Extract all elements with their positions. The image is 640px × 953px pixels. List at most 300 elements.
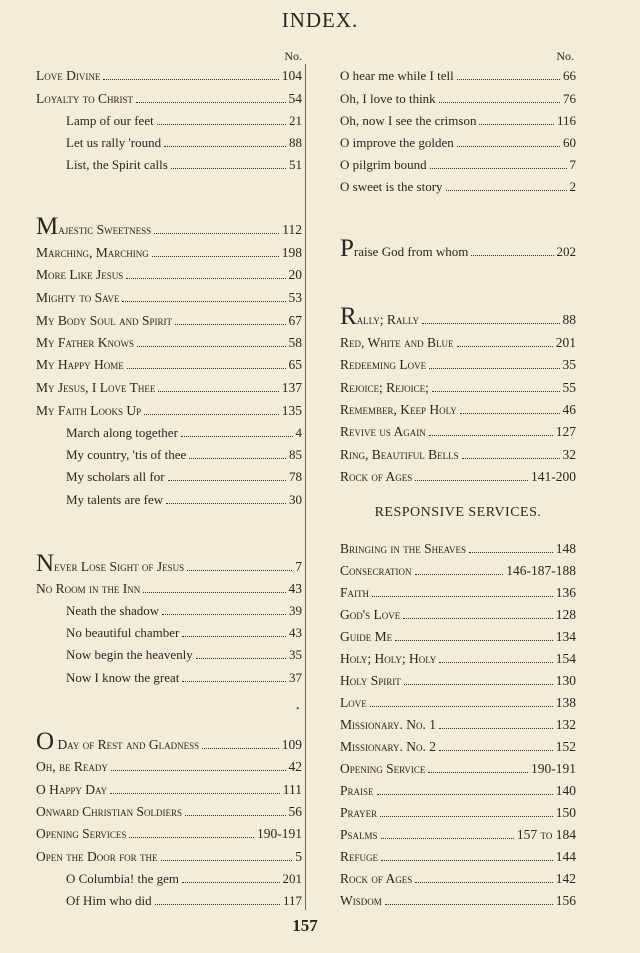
entry-number: 141-200 <box>531 469 576 484</box>
entry-title <box>36 893 152 909</box>
dot-leader <box>471 254 553 256</box>
dot-leader <box>377 793 553 795</box>
dot-leader <box>187 569 292 571</box>
entry-title-text: Loyalty to Christ <box>36 91 134 106</box>
dot-leader <box>457 145 560 147</box>
index-entry <box>36 599 302 619</box>
entry-title <box>36 403 141 419</box>
entry-title <box>36 849 158 865</box>
entry-title-text: My Body Soul and Spirit <box>36 313 173 328</box>
dot-leader <box>202 747 279 749</box>
index-entry <box>340 823 576 843</box>
entry-number: 202 <box>556 244 576 259</box>
entry-title <box>36 759 108 775</box>
dot-leader <box>103 78 278 80</box>
entry-number: 88 <box>562 312 576 327</box>
entry-number: 67 <box>288 313 302 328</box>
entry-title <box>340 651 436 667</box>
entry-title <box>340 68 454 84</box>
entry-number: 138 <box>555 695 576 710</box>
dot-leader <box>196 657 286 659</box>
entry-title-text: March along together <box>66 425 178 440</box>
entry-title <box>36 581 140 597</box>
dot-leader <box>161 859 293 861</box>
entry-title <box>340 805 377 821</box>
entry-number: 35 <box>289 647 302 662</box>
entry-title-text: ally; Rally <box>356 312 420 327</box>
column-divider <box>305 64 306 910</box>
dot-leader <box>126 277 285 279</box>
entry-title-text: Let us rally 'round <box>66 135 162 150</box>
dot-leader <box>404 683 553 685</box>
entry-title <box>340 135 454 151</box>
index-entry <box>36 309 302 329</box>
entry-title <box>36 826 126 842</box>
dot-leader <box>439 727 553 729</box>
entry-number: 144 <box>555 849 576 864</box>
index-entry <box>36 577 302 597</box>
index-entry <box>36 550 302 577</box>
entry-title <box>340 827 378 843</box>
index-entry <box>36 778 302 798</box>
entry-number: 104 <box>281 68 302 83</box>
entry-title <box>36 469 165 485</box>
entry-title-text: Redeeming Love <box>340 357 427 372</box>
entry-title-text: No beautiful chamber <box>66 625 180 640</box>
entry-initial: N <box>36 550 55 577</box>
dot-leader <box>127 367 286 369</box>
entry-title <box>340 157 427 173</box>
entry-number: 88 <box>289 135 302 150</box>
entry-title <box>36 157 168 173</box>
entry-title <box>340 563 412 579</box>
index-entry <box>36 399 302 419</box>
stray-mark: • <box>296 704 300 715</box>
entry-title-text: List, the Spirit calls <box>66 157 168 172</box>
page-title: INDEX. <box>281 8 359 32</box>
entry-title <box>340 335 454 351</box>
entry-initial: R <box>340 303 357 330</box>
entry-title <box>340 357 426 373</box>
dot-leader <box>469 551 553 553</box>
entry-title <box>36 447 186 463</box>
entry-title-text: ajestic Sweetness <box>58 222 152 237</box>
index-entry <box>340 889 576 909</box>
entry-title <box>36 245 149 261</box>
entry-number: 5 <box>295 849 302 864</box>
entry-number: 60 <box>563 135 576 150</box>
entry-title-text: Neath the shadow <box>66 603 160 618</box>
index-entry <box>340 153 576 173</box>
dot-leader <box>171 167 286 169</box>
entry-number: 53 <box>288 290 302 305</box>
dot-leader <box>168 479 286 481</box>
entry-number: 4 <box>295 425 302 440</box>
entry-title-text: Mighty to Save <box>36 290 120 305</box>
entry-title <box>36 625 179 641</box>
entry-title-text: Open the Door for the <box>36 849 158 864</box>
index-entry <box>340 713 576 733</box>
entry-title-text: More Like Jesus <box>36 267 124 282</box>
entry-title <box>340 629 392 645</box>
entry-number: 66 <box>563 68 576 83</box>
entry-title-text: Day of Rest and Gladness <box>54 737 200 752</box>
entry-title-text: My talents are few <box>66 492 164 507</box>
dot-leader <box>154 232 279 234</box>
entry-number: 154 <box>555 651 576 666</box>
index-entry <box>340 303 576 330</box>
entry-title-text: Love <box>340 695 367 710</box>
entry-title-text: Bringing in the Sheaves <box>340 541 466 556</box>
entry-number: 20 <box>288 267 302 282</box>
index-entry <box>340 559 576 579</box>
entry-title <box>36 550 185 577</box>
entry-title <box>340 179 443 195</box>
entry-title-text: Love Divine <box>36 68 101 83</box>
entry-initial: O <box>36 728 55 755</box>
dot-leader <box>381 859 553 861</box>
index-entry <box>36 353 302 373</box>
entry-title-text: Red, White and Blue <box>340 335 454 350</box>
entry-number: 130 <box>555 673 576 688</box>
index-entry <box>340 376 576 396</box>
index-entry <box>340 331 576 351</box>
entry-number: 150 <box>555 805 576 820</box>
entry-title-text: O sweet is the story <box>340 179 443 194</box>
index-entry <box>36 443 302 463</box>
entry-title-text: O improve the golden <box>340 135 454 150</box>
entry-number: 127 <box>555 424 576 439</box>
entry-number: 7 <box>295 559 302 574</box>
dot-leader <box>144 413 279 415</box>
dot-leader <box>439 749 553 751</box>
entry-number: 112 <box>282 222 302 237</box>
index-entry <box>36 822 302 842</box>
entry-title <box>340 91 436 107</box>
index-entry <box>36 131 302 151</box>
dot-leader <box>385 903 553 905</box>
index-entry <box>36 755 302 775</box>
entry-title <box>36 357 124 373</box>
entry-number: 201 <box>555 335 576 350</box>
entry-title <box>340 673 401 689</box>
entry-number: 134 <box>555 629 576 644</box>
entry-title <box>340 585 369 601</box>
index-entry <box>340 175 576 195</box>
entry-title-text: Rock of Ages <box>340 469 413 484</box>
index-entry <box>36 376 302 396</box>
entry-title <box>36 728 200 755</box>
entry-number: 157 to 184 <box>516 827 576 842</box>
entry-title <box>340 469 412 485</box>
entry-title <box>340 893 382 909</box>
entry-title <box>340 424 426 440</box>
entry-number: 128 <box>555 607 576 622</box>
index-entry <box>340 845 576 865</box>
entry-number: 111 <box>282 782 302 797</box>
dot-leader <box>439 661 552 663</box>
entry-title-text: Prayer <box>340 805 378 820</box>
entry-title <box>340 380 429 396</box>
index-entry <box>340 109 576 129</box>
entry-title-text: My Happy Home <box>36 357 124 372</box>
entry-number: 109 <box>281 737 302 752</box>
dot-leader <box>155 903 280 905</box>
entry-title-text: Now begin the heavenly <box>66 647 193 662</box>
dot-leader <box>129 836 254 838</box>
entry-number: 190-191 <box>257 826 302 841</box>
index-entry <box>36 845 302 865</box>
entry-title-text: My Faith Looks Up <box>36 403 142 418</box>
dot-leader <box>380 815 553 817</box>
index-entry <box>36 263 302 283</box>
index-entry <box>340 625 576 645</box>
dot-leader <box>439 101 560 103</box>
dot-leader <box>403 617 552 619</box>
entry-number: 42 <box>288 759 302 774</box>
entry-title-text: Guide Me <box>340 629 393 644</box>
index-entry <box>340 235 576 262</box>
entry-number: 190-191 <box>531 761 576 776</box>
entry-title-text: God's Love <box>340 607 401 622</box>
dot-leader <box>460 412 560 414</box>
entry-number: 51 <box>289 157 302 172</box>
entry-title <box>340 739 436 755</box>
index-entry <box>340 398 576 418</box>
entry-title <box>36 335 134 351</box>
dot-leader <box>415 479 528 481</box>
index-entry <box>340 581 576 601</box>
entry-title <box>36 113 154 129</box>
dot-leader <box>462 457 560 459</box>
index-entry <box>340 420 576 440</box>
entry-title <box>340 849 378 865</box>
entry-title-text: Praise <box>340 783 374 798</box>
entry-number: 43 <box>289 625 302 640</box>
entry-title-text: Opening Service <box>340 761 426 776</box>
index-entry <box>36 421 302 441</box>
dot-leader <box>189 457 286 459</box>
entry-title-text: Oh, now I see the crimson <box>340 113 477 128</box>
entry-title <box>340 871 412 887</box>
entry-number: 2 <box>569 179 576 194</box>
entry-title-text: Ring, Beautiful Bells <box>340 447 459 462</box>
index-entry <box>340 64 576 84</box>
left-number-header: No. <box>284 49 302 63</box>
dot-leader <box>158 390 278 392</box>
entry-title-text: Psalms <box>340 827 378 842</box>
dot-leader <box>164 145 286 147</box>
entry-number: 201 <box>282 871 302 886</box>
dot-leader <box>457 345 553 347</box>
index-entry <box>340 867 576 887</box>
dot-leader <box>122 300 285 302</box>
dot-leader <box>185 814 285 816</box>
entry-title-text: raise God from whom <box>353 244 469 259</box>
entry-number: 30 <box>289 492 302 507</box>
dot-leader <box>429 434 553 436</box>
entry-title-text: My Jesus, I Love Thee <box>36 380 156 395</box>
dot-leader <box>381 837 514 839</box>
entry-title <box>340 402 457 418</box>
entry-number: 43 <box>288 581 302 596</box>
index-entry <box>340 131 576 151</box>
dot-leader <box>479 123 554 125</box>
entry-title <box>36 68 100 84</box>
entry-title-text: Remember, Keep Holy <box>340 402 457 417</box>
entry-title-text: O Columbia! the gem <box>66 871 180 886</box>
entry-title-text: Missionary. No. 1 <box>340 717 437 732</box>
index-entry <box>36 666 302 686</box>
index-entry <box>36 64 302 84</box>
entry-number: 142 <box>555 871 576 886</box>
dot-leader <box>430 167 567 169</box>
dot-leader <box>111 769 286 771</box>
responsive-services-heading: RESPONSIVE SERVICES. <box>374 505 542 520</box>
entry-title <box>36 313 172 329</box>
entry-title <box>36 871 179 887</box>
entry-number: 78 <box>289 469 302 484</box>
entry-title-text: Oh, I love to think <box>340 91 436 106</box>
entry-title-text: Oh, be Ready <box>36 759 108 774</box>
dot-leader <box>157 123 286 125</box>
index-entry <box>36 728 302 755</box>
index-entry <box>36 241 302 261</box>
entry-title-text: Missionary. No. 2 <box>340 739 437 754</box>
entry-title <box>36 267 123 283</box>
dot-leader <box>372 595 553 597</box>
dot-leader <box>415 881 552 883</box>
entry-number: 198 <box>281 245 302 260</box>
entry-number: 136 <box>555 585 576 600</box>
entry-title <box>340 303 420 330</box>
entry-title <box>36 91 133 107</box>
entry-title-text: Now I know the great <box>66 670 180 685</box>
dot-leader <box>432 390 560 392</box>
entry-number: 54 <box>288 91 302 106</box>
entry-title <box>36 782 107 798</box>
index-entry <box>340 691 576 711</box>
entry-title-text: Consecration <box>340 563 412 578</box>
entry-number: 55 <box>562 380 576 395</box>
index-entry <box>36 800 302 820</box>
dot-leader <box>422 322 559 324</box>
entry-title <box>36 670 179 686</box>
entry-number: 35 <box>562 357 576 372</box>
dot-leader <box>162 613 286 615</box>
entry-title-text: Opening Services <box>36 826 127 841</box>
entry-title <box>36 135 161 151</box>
entry-title <box>36 804 182 820</box>
entry-initial: M <box>36 213 59 240</box>
index-entry <box>36 109 302 129</box>
entry-title <box>36 380 155 396</box>
entry-number: 37 <box>289 670 302 685</box>
index-entry <box>36 488 302 508</box>
entry-title-text: Revive us Again <box>340 424 426 439</box>
entry-number: 148 <box>555 541 576 556</box>
index-entry <box>36 87 302 107</box>
index-entry <box>340 87 576 107</box>
entry-title-text: ever Lose Sight of Jesus <box>54 559 185 574</box>
entry-title <box>340 541 466 557</box>
entry-title-text: My scholars all for <box>66 469 165 484</box>
entry-initial: P <box>340 235 354 262</box>
dot-leader <box>395 639 553 641</box>
entry-title <box>340 447 459 463</box>
entry-title-text: Lamp of our feet <box>66 113 154 128</box>
entry-number: 7 <box>569 157 576 172</box>
dot-leader <box>370 705 553 707</box>
index-entry <box>36 286 302 306</box>
dot-leader <box>175 323 285 325</box>
entry-number: 32 <box>562 447 576 462</box>
entry-title-text: O pilgrim bound <box>340 157 427 172</box>
entry-title <box>36 603 159 619</box>
entry-number: 137 <box>281 380 302 395</box>
index-entry <box>36 643 302 663</box>
dot-leader <box>143 591 285 593</box>
entry-title-text: Wisdom <box>340 893 382 908</box>
entry-title-text: Faith <box>340 585 370 600</box>
entry-title-text: Marching, Marching <box>36 245 149 260</box>
entry-title <box>340 783 374 799</box>
entry-title-text: Rock of Ages <box>340 871 413 886</box>
dot-leader <box>152 255 279 257</box>
entry-number: 117 <box>282 893 302 908</box>
index-entry <box>340 669 576 689</box>
index-entry <box>36 621 302 641</box>
index-entry <box>36 465 302 485</box>
entry-number: 152 <box>555 739 576 754</box>
entry-number: 116 <box>556 113 576 128</box>
index-entry <box>340 801 576 821</box>
index-entry <box>340 779 576 799</box>
entry-title-text: O hear me while I tell <box>340 68 454 83</box>
entry-number: 21 <box>289 113 302 128</box>
entry-number: 140 <box>555 783 576 798</box>
right-number-header: No. <box>556 49 574 63</box>
dot-leader <box>137 345 285 347</box>
dot-leader <box>415 573 504 575</box>
entry-title <box>340 235 469 262</box>
dot-leader <box>182 680 286 682</box>
dot-leader <box>182 635 286 637</box>
entry-number: 46 <box>562 402 576 417</box>
entry-title <box>340 761 425 777</box>
entry-title <box>340 607 400 623</box>
dot-leader <box>110 792 280 794</box>
entry-number: 135 <box>281 403 302 418</box>
index-entry <box>36 213 302 240</box>
index-entry <box>340 465 576 485</box>
index-entry <box>36 867 302 887</box>
index-entry <box>340 353 576 373</box>
entry-title-text: O Happy Day <box>36 782 108 797</box>
entry-number: 85 <box>289 447 302 462</box>
index-entry <box>36 153 302 173</box>
page-number: 157 <box>292 916 318 935</box>
dot-leader <box>429 367 559 369</box>
index-entry <box>340 647 576 667</box>
index-entry <box>36 889 302 909</box>
entry-number: 56 <box>288 804 302 819</box>
index-entry <box>340 735 576 755</box>
entry-number: 58 <box>288 335 302 350</box>
entry-title-text: Holy; Holy; Holy <box>340 651 437 666</box>
entry-title-text: No Room in the Inn <box>36 581 141 596</box>
entry-title <box>340 695 367 711</box>
